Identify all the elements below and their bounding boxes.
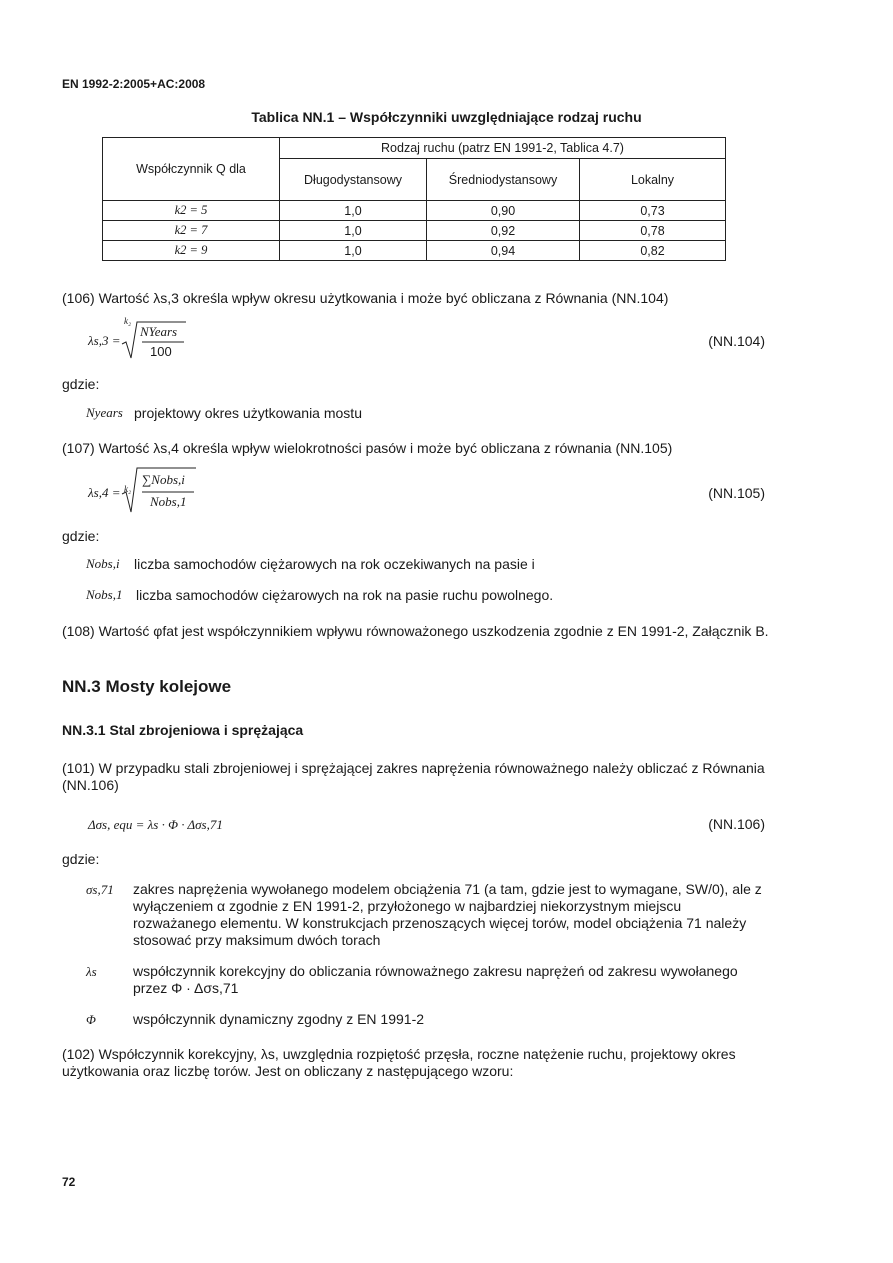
group-header: Rodzaj ruchu (patrz EN 1991-2, Tablica 4.7) [280,138,726,159]
paragraph-102: (102) Współczynnik korekcyjny, λs, uwzględnia rozpiętość przęsła, roczne natężenie ruchu, projektowy okres użytkowania oraz liczbę torów. Jest on obliczany z następującego wzoru: [62,1046,736,1079]
legend-nobs-1: liczba samochodów ciężarowych na rok na pasie ruchu powolnego. [136,587,554,603]
symbol-nobs-1: Nobs,1 [86,587,123,602]
column-header: Średniodystansowy [427,159,580,201]
where-label: gdzie: [62,528,100,544]
table-row [103,241,726,261]
table-cell: 0,73 [580,201,726,221]
table-cell: 0,78 [580,221,726,241]
column-header: Długodystansowy [280,159,427,201]
section-heading: NN.3 Mosty kolejowe [62,677,232,696]
symbol-nyears: Nyears [86,405,123,420]
eq105-number: (NN.105) [708,485,765,501]
eq105-denominator: Nobs,1 [150,494,187,509]
table-cell: 1,0 [280,241,427,261]
table-caption: Tablica NN.1 – Współczynniki uwzględniające rodzaj ruchu [251,109,642,125]
eq104-lhs: λs,3 = [88,333,121,348]
eq105-numerator: ∑Nobs,i [142,472,185,487]
legend-sigma: zakres naprężenia wywołanego modelem obciążenia 71 (a tam, gdzie jest to wymagane, SW/0), ale z wyłączeniem α zgodnie z EN 1991-2, przyłożonego w najbardziej niekorzystnym miejscu rozważanego elementu. W konstrukcjach przenoszących więcej torów, model obciążenia 71 należy stosować przy maksimum dwóch torach [133,881,762,948]
row-header: Współczynnik Q dla [136,162,246,176]
subsection-heading: NN.3.1 Stal zbrojeniowa i sprężająca [62,722,304,738]
column-header: Lokalny [580,159,726,201]
legend-phi: współczynnik dynamiczny zgodny z EN 1991-2 [133,1011,425,1027]
symbol-nobs-i: Nobs,i [86,556,120,571]
symbol-phi: Φ [86,1012,96,1027]
k-cell: k2 = 9 [103,241,280,261]
eq105-lhs: λs,4 = [88,485,121,500]
table-cell: 1,0 [280,221,427,241]
where-label: gdzie: [62,376,100,392]
paragraph-101: (101) W przypadku stali zbrojeniowej i sprężającej zakres naprężenia równoważnego należy obliczać z Równania (NN.106) [62,760,765,793]
legend-lambda: współczynnik korekcyjny do obliczania równoważnego zakresu naprężeń od zakresu wywołanego przez Φ · Δσs,71 [133,963,738,996]
paragraph-108: (108) Wartość φfat jest współczynnikiem wpływu równoważonego uszkodzenia zgodnie z EN 1991-2, Załącznik B. [62,623,769,639]
table-cell: 1,0 [280,201,427,221]
root-index: k₂ [124,484,132,494]
table-cell: 0,82 [580,241,726,261]
document-header: EN 1992-2:2005+AC:2008 [62,77,206,91]
eq106-formula: Δσs, equ = λs · Φ · Δσs,71 [88,817,223,832]
k-cell: k2 = 5 [103,201,280,221]
table-cell: 0,90 [427,201,580,221]
legend-nyears: projektowy okres użytkowania mostu [134,405,362,421]
legend-nobs-i: liczba samochodów ciężarowych na rok oczekiwanych na pasie i [134,556,535,572]
where-label: gdzie: [62,851,100,867]
paragraph-107: (107) Wartość λs,4 określa wpływ wielokrotności pasów i może być obliczana z równania (NN.105) [62,440,673,456]
symbol-sigma: σs,71 [86,882,114,897]
table-row [103,221,726,241]
row-header-cell [103,138,280,201]
table-cell: 0,92 [427,221,580,241]
table-cell: 0,94 [427,241,580,261]
table-row [103,201,726,221]
symbol-lambda: λs [86,964,97,979]
eq104-number: (NN.104) [708,333,765,349]
paragraph-106: (106) Wartość λs,3 określa wpływ okresu użytkowania i może być obliczana z Równania (NN.104) [62,290,669,306]
k-cell: k2 = 7 [103,221,280,241]
eq104-numerator: NYears [140,324,178,339]
page-number: 72 [62,1175,76,1189]
root-index: k₂ [124,316,132,326]
traffic-coefficients-table [102,137,726,261]
eq104-denominator: 100 [150,344,172,359]
eq106-number: (NN.106) [708,816,765,832]
